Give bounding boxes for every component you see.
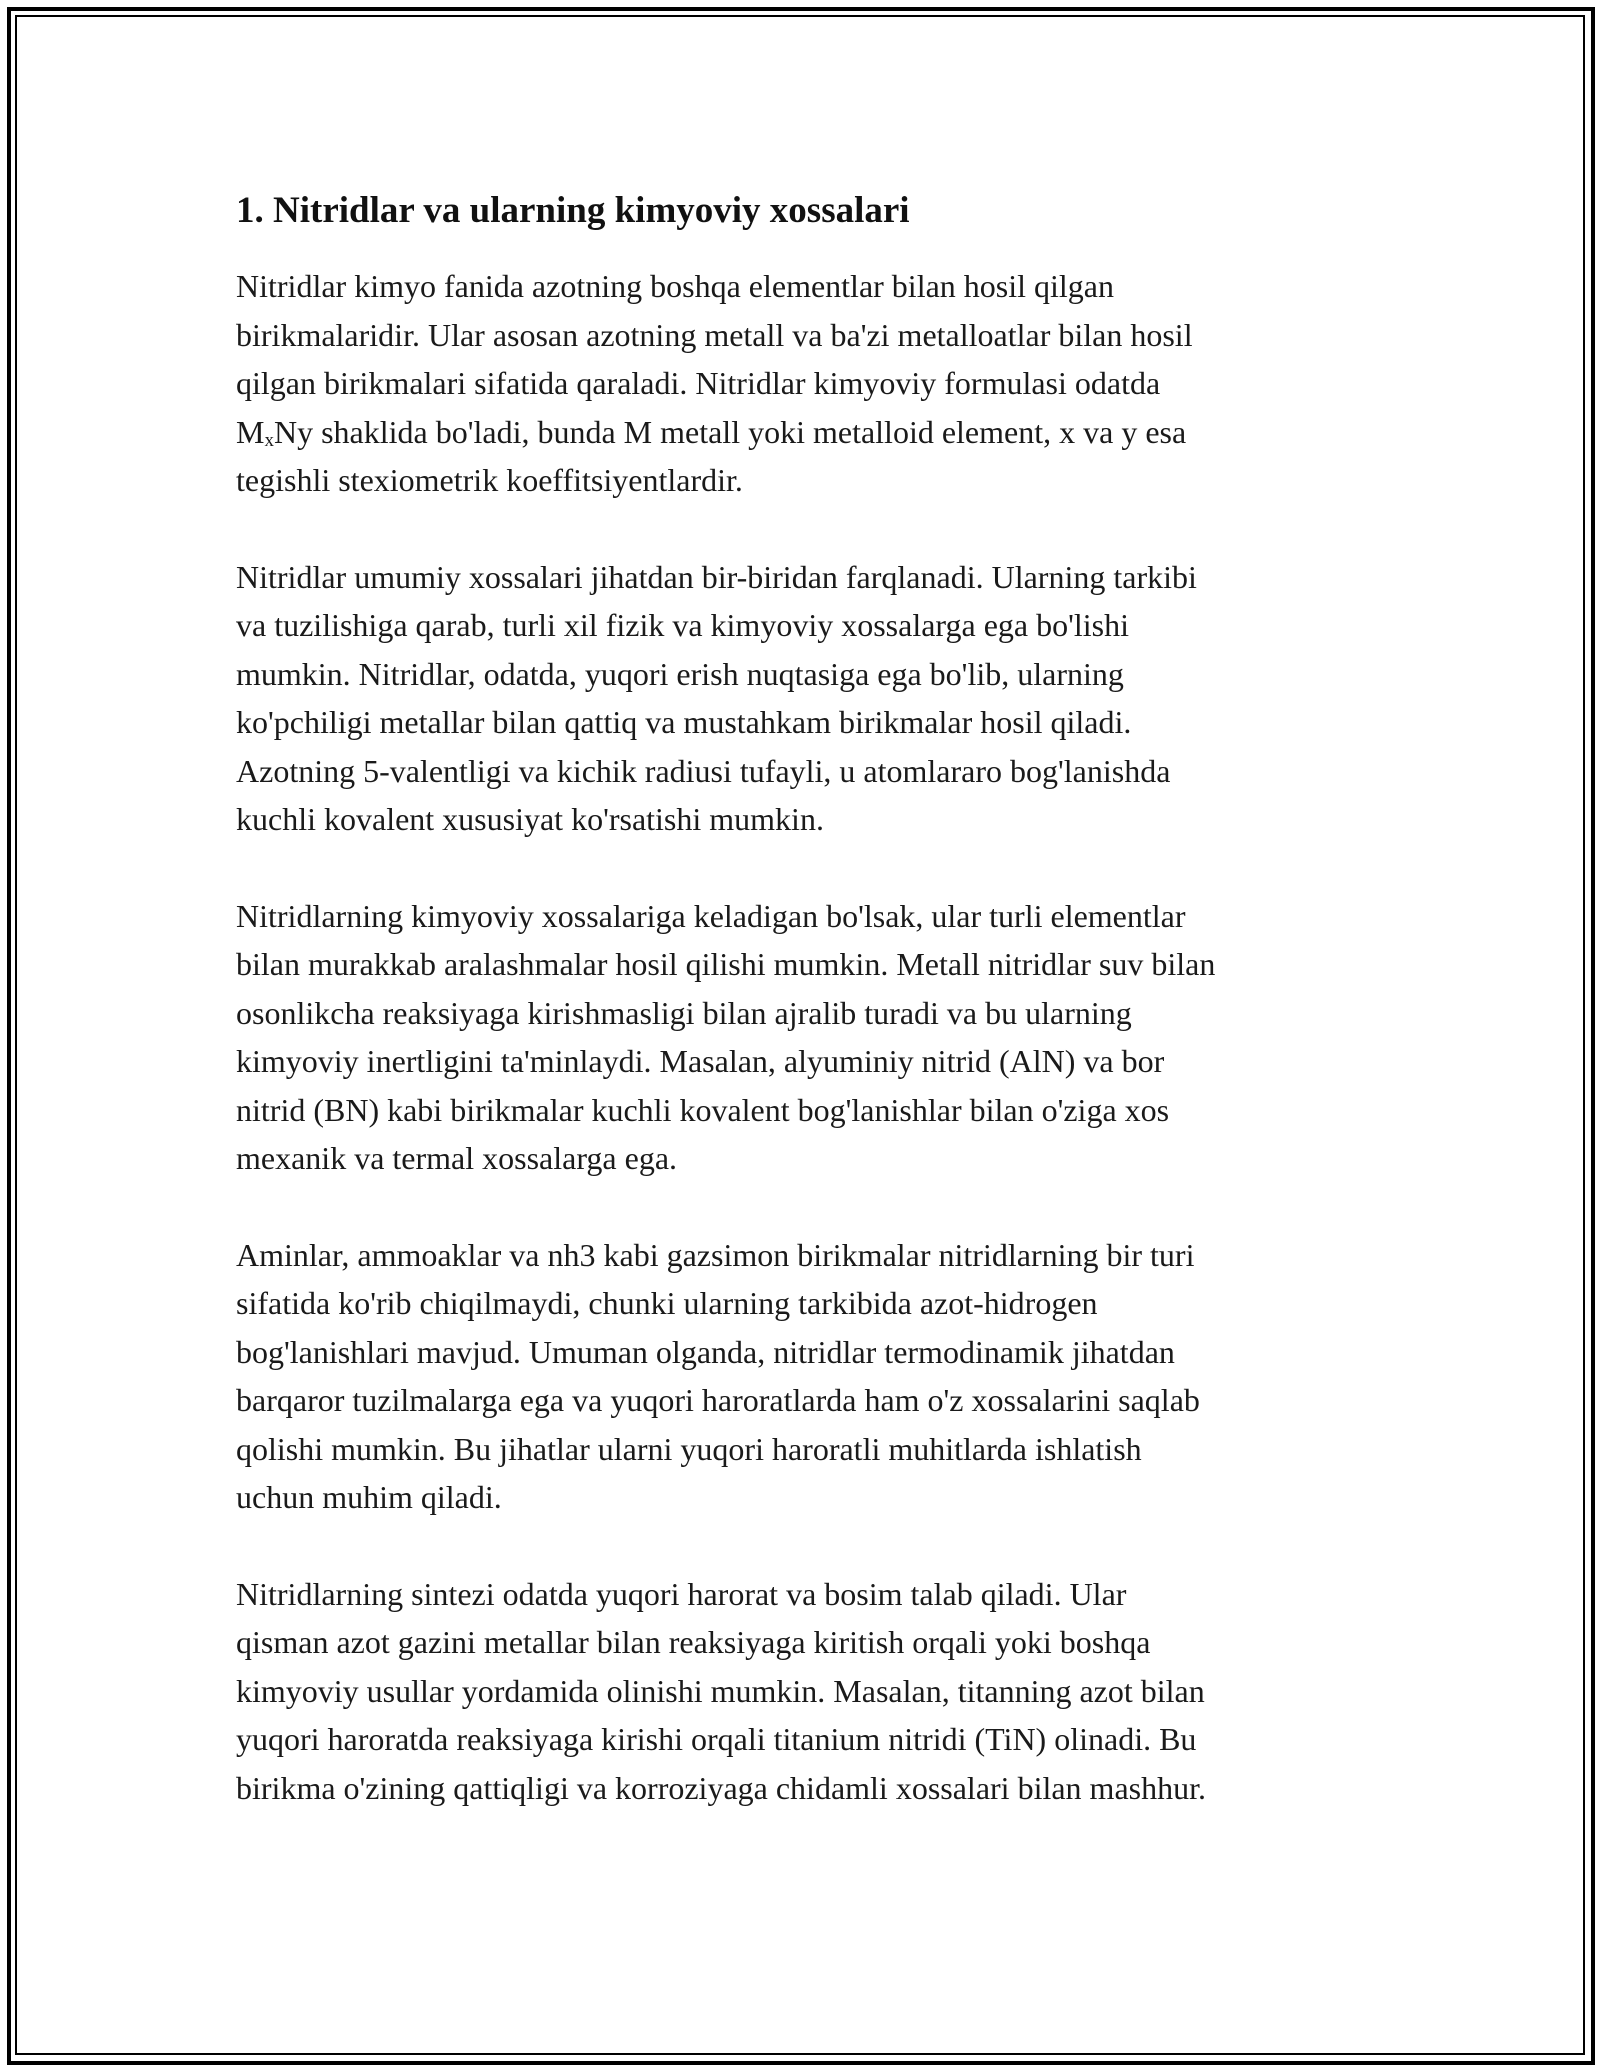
paragraph-synthesis: Nitridlarning sintezi odatda yuqori harorat va bosim talab qiladi. Ular qisman azot gazini metallar bilan reaksiyaga kiritish orqali yoki boshqa kimyoviy usullar yordamida olinishi mumkin. Masalan, titanning azot bilan yuqori haroratda reaksiyaga kirishi orqali titanium nitridi (TiN) olinadi. Bu birikma o'zining qattiqligi va korroziyaga chidamli xossalari bilan mashhur.: [236, 1575, 1206, 1806]
paragraph-definition-text-end: Ny shaklida bo'ladi, bunda M metall yoki metalloid element, x va y esa tegishli stexiometrik koeffitsiyentlardir.: [236, 413, 1187, 498]
paragraph-general-properties: Nitridlar umumiy xossalari jihatdan bir-biridan farqlanadi. Ularning tarkibi va tuzilishiga qarab, turli xil fizik va kimyoviy xossalarga ega bo'lishi mumkin. Nitridlar, odatda, yuqori erish nuqtasiga ega bo'lib, ularning ko'pchiligi metallar bilan qattiq va mustahkam birikmalar hosil qiladi. Azotning 5-valentligi va kichik radiusi tufayli, u atomlararo bog'lanishda kuchli kovalent xususiyat ko'rsatishi mumkin.: [236, 558, 1197, 837]
paragraph-exclusions: Aminlar, ammoaklar va nh3 kabi gazsimon birikmalar nitridlarning bir turi sifatida ko'rib chiqilmaydi, chunki ularning tarkibida azot-hidrogen bog'lanishlari mavjud. Umuman olganda, nitridlar termodinamik jihatdan barqaror tuzilmalarga ega va yuqori haroratlarda ham o'z xossalarini saqlab qolishi mumkin. Bu jihatlar ularni yuqori haroratli muhitlarda ishlatish uchun muhim qiladi.: [236, 1236, 1200, 1515]
section-heading: 1. Nitridlar va ularning kimyoviy xossalari: [236, 190, 910, 231]
paragraph-definition: [236, 262, 1366, 505]
paragraph-chemical-properties: Nitridlarning kimyoviy xossalariga keladigan bo'lsak, ular turli elementlar bilan murakkab aralashmalar hosil qilishi mumkin. Metall nitridlar suv bilan osonlikcha reaksiyaga kirishmasligi bilan ajralib turadi va bu ularning kimyoviy inertligini ta'minlaydi. Masalan, alyuminiy nitrid (AlN) va bor nitrid (BN) kabi birikmalar kuchli kovalent bog'lanishlar bilan o'ziga xos mexanik va termal xossalarga ega.: [236, 897, 1216, 1176]
formula-subscript: x: [264, 429, 274, 451]
paragraph-definition-text-start: Nitridlar kimyo fanida azotning boshqa elementlar bilan hosil qilgan birikmalaridir. Ular asosan azotning metall va ba'zi metalloatlar bilan hosil qilgan birikmalari sifatida qaraladi. Nitridlar kimyoviy formulasi odatda M: [236, 268, 1193, 450]
document-body: [236, 186, 1366, 1860]
